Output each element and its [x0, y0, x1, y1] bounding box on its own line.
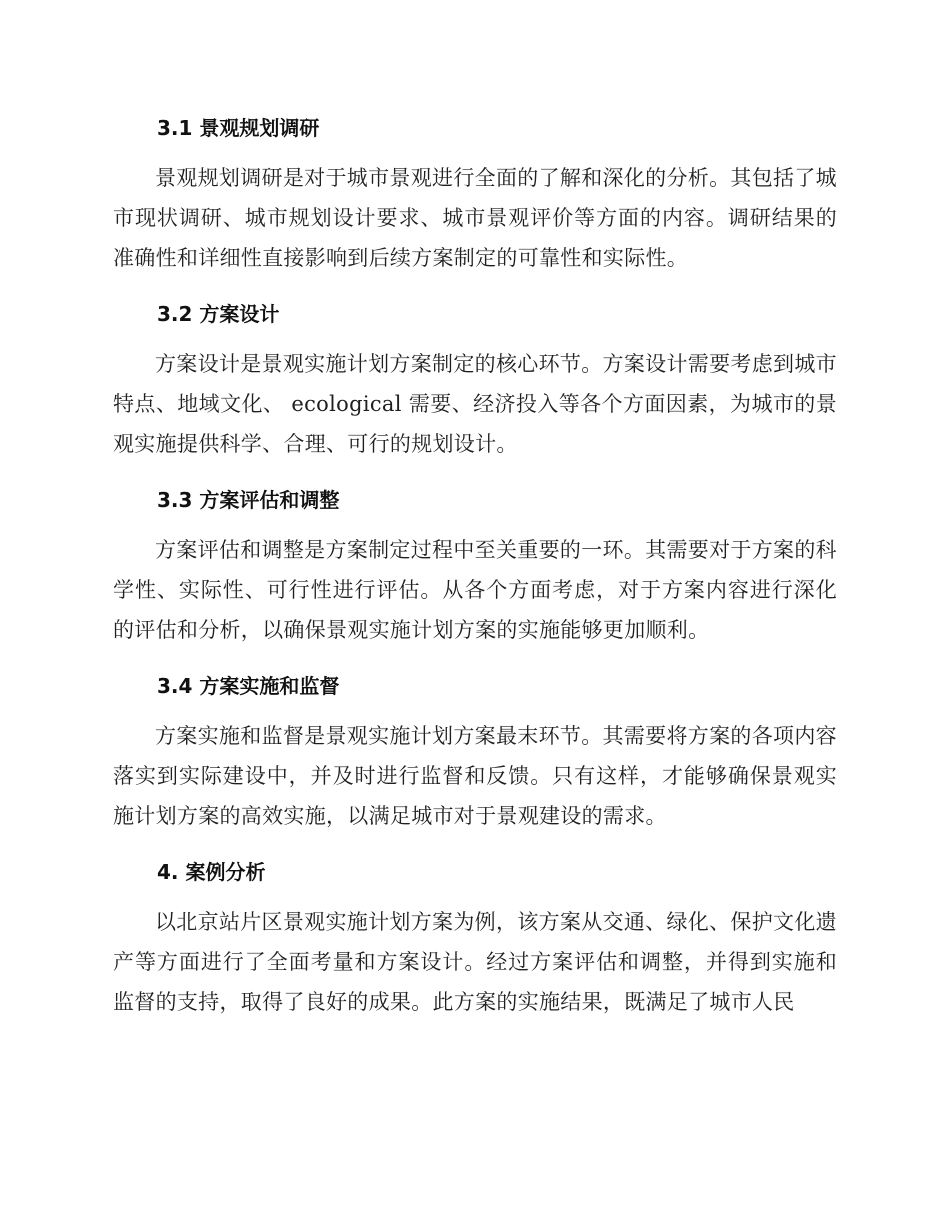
- section-paragraph-3-2: 方案设计是景观实施计划方案制定的核心环节。方案设计需要考虑到城市特点、地域文化、 ecological 需要、经济投入等各个方面因素，为城市的景观实施提供科学、合理、可行的规划设计。: [113, 352, 837, 456]
- section-paragraph-3-4: 方案实施和监督是景观实施计划方案最末环节。其需要将方案的各项内容落实到实际建设中，并及时进行监督和反馈。只有这样，才能够确保景观实施计划方案的高效实施，以满足城市对于景观建设的需求。: [113, 724, 837, 828]
- section-heading-3-1: 3.1 景观规划调研: [157, 116, 320, 140]
- section-paragraph-3-3: 方案评估和调整是方案制定过程中至关重要的一环。其需要对于方案的科学性、实际性、可行性进行评估。从各个方面考虑，对于方案内容进行深化的评估和分析，以确保景观实施计划方案的实施能够更加顺利。: [113, 538, 837, 642]
- section-heading-4: 4. 案例分析: [157, 860, 266, 884]
- section-heading-3-4: 3.4 方案实施和监督: [157, 674, 340, 698]
- section-heading-3-3: 3.3 方案评估和调整: [157, 488, 340, 512]
- section-heading-3-2: 3.2 方案设计: [157, 302, 280, 326]
- document-body: [113, 108, 837, 1038]
- section-paragraph-4: 以北京站片区景观实施计划方案为例，该方案从交通、绿化、保护文化遗产等方面进行了全面考量和方案设计。经过方案评估和调整，并得到实施和监督的支持，取得了良好的成果。此方案的实施结果，既满足了城市人民: [113, 910, 837, 1014]
- section-paragraph-3-1: 景观规划调研是对于城市景观进行全面的了解和深化的分析。其包括了城市现状调研、城市规划设计要求、城市景观评价等方面的内容。调研结果的准确性和详细性直接影响到后续方案制定的可靠性和实际性。: [113, 166, 837, 270]
